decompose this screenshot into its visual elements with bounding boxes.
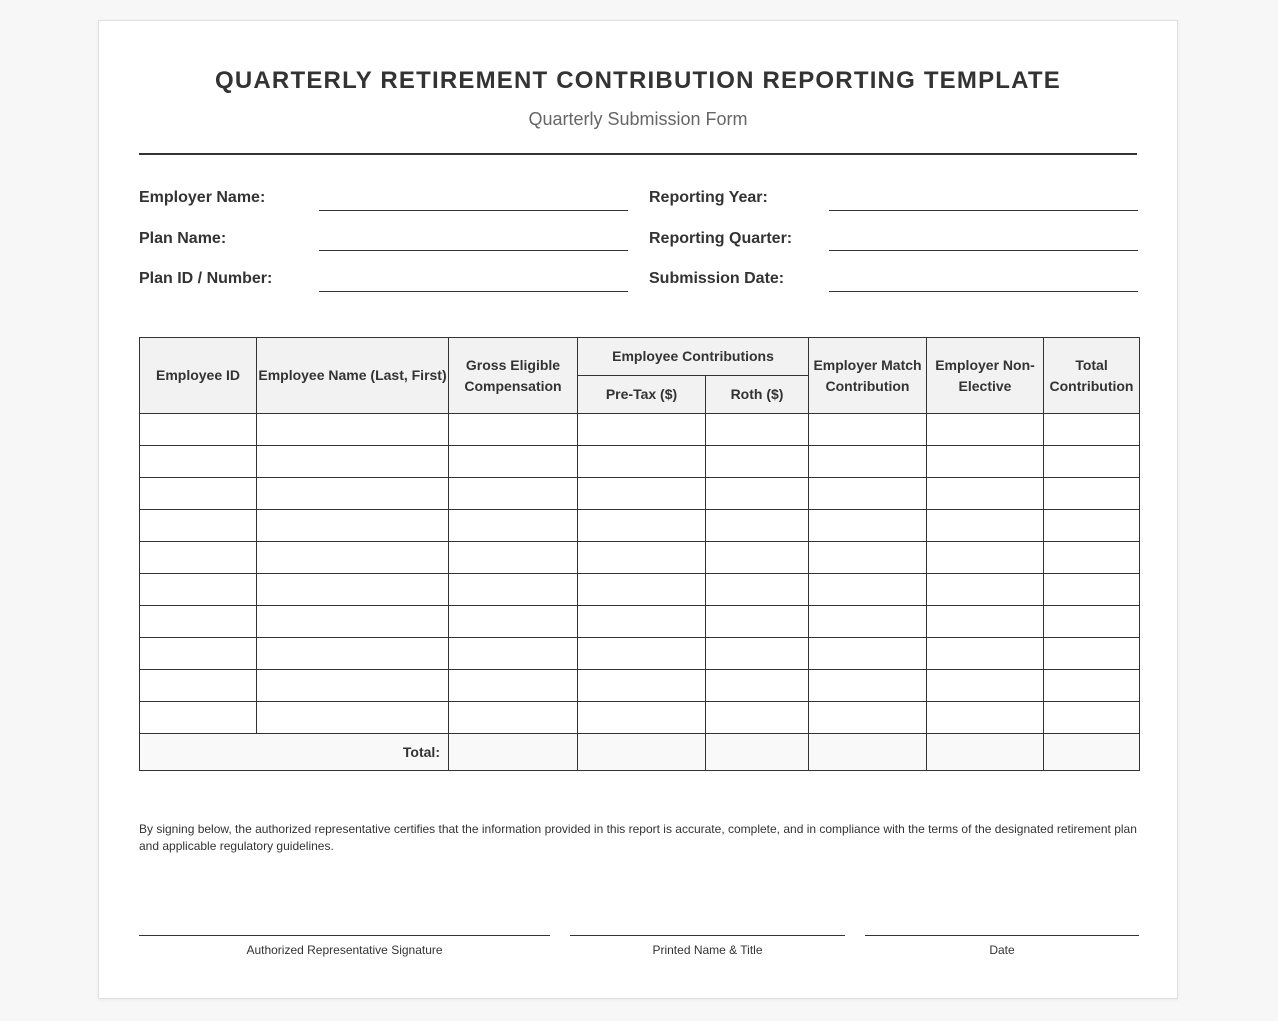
table-cell[interactable] [257, 542, 449, 574]
table-cell[interactable] [706, 638, 809, 670]
table-cell[interactable] [257, 446, 449, 478]
header-employer-match: Employer Match Contribution [809, 338, 927, 414]
header-total-contribution: Total Contribution [1044, 338, 1140, 414]
table-cell[interactable] [706, 702, 809, 734]
table-cell[interactable] [578, 446, 706, 478]
header-pretax: Pre-Tax ($) [578, 376, 706, 414]
table-cell[interactable] [140, 414, 257, 446]
table-cell[interactable] [140, 574, 257, 606]
table-cell[interactable] [706, 606, 809, 638]
table-cell[interactable] [140, 542, 257, 574]
table-cell[interactable] [257, 670, 449, 702]
table-cell[interactable] [927, 606, 1044, 638]
signature-label: Authorized Representative Signature [246, 943, 443, 957]
table-cell[interactable] [257, 606, 449, 638]
employer-name-label: Employer Name: [139, 189, 266, 206]
table-cell[interactable] [706, 446, 809, 478]
table-row [140, 478, 1140, 510]
printed-name-label: Printed Name & Title [652, 943, 763, 957]
table-row [140, 702, 1140, 734]
table-cell[interactable] [809, 574, 927, 606]
table-cell[interactable] [140, 478, 257, 510]
table-cell[interactable] [578, 670, 706, 702]
table-cell[interactable] [578, 638, 706, 670]
table-cell[interactable] [140, 702, 257, 734]
header-gross-compensation: Gross Eligible Compensation [449, 338, 578, 414]
table-cell[interactable] [257, 478, 449, 510]
table-cell[interactable] [927, 702, 1044, 734]
reporting-year-label: Reporting Year: [649, 189, 768, 206]
table-cell[interactable] [449, 510, 578, 542]
table-cell[interactable] [706, 670, 809, 702]
table-cell[interactable] [809, 478, 927, 510]
page-title: QUARTERLY RETIREMENT CONTRIBUTION REPORTING TEMPLATE [215, 67, 1061, 94]
table-cell[interactable] [809, 414, 927, 446]
table-cell[interactable] [140, 510, 257, 542]
table-cell[interactable] [578, 414, 706, 446]
table-cell[interactable] [1044, 446, 1140, 478]
plan-id-label: Plan ID / Number: [139, 270, 273, 287]
table-cell[interactable] [140, 446, 257, 478]
table-row [140, 542, 1140, 574]
total-employer-nonelective[interactable] [927, 734, 1044, 771]
table-row [140, 606, 1140, 638]
table-cell[interactable] [706, 574, 809, 606]
table-cell[interactable] [140, 638, 257, 670]
table-cell[interactable] [257, 702, 449, 734]
table-cell[interactable] [578, 510, 706, 542]
table-row [140, 414, 1140, 446]
header-employee-name: Employee Name (Last, First) [257, 338, 449, 414]
signature-line[interactable] [139, 935, 550, 936]
table-cell[interactable] [449, 542, 578, 574]
plan-name-field[interactable] [319, 250, 628, 251]
table-cell[interactable] [706, 510, 809, 542]
table-cell[interactable] [578, 478, 706, 510]
table-cell[interactable] [140, 606, 257, 638]
printed-name-line[interactable] [570, 935, 845, 936]
total-contribution[interactable] [1044, 734, 1140, 771]
date-label: Date [989, 943, 1015, 957]
date-line[interactable] [865, 935, 1139, 936]
table-cell[interactable] [1044, 542, 1140, 574]
table-row [140, 574, 1140, 606]
table-cell[interactable] [927, 574, 1044, 606]
table-cell[interactable] [257, 574, 449, 606]
table-cell[interactable] [449, 638, 578, 670]
table-cell[interactable] [927, 414, 1044, 446]
contribution-table [139, 337, 1140, 771]
table-cell[interactable] [927, 542, 1044, 574]
table-cell[interactable] [809, 446, 927, 478]
header-employer-nonelective: Employer Non-Elective [927, 338, 1044, 414]
total-roth[interactable] [706, 734, 809, 771]
table-cell[interactable] [1044, 638, 1140, 670]
plan-id-field[interactable] [319, 291, 628, 292]
total-employer-match[interactable] [809, 734, 927, 771]
table-cell[interactable] [809, 638, 927, 670]
table-cell[interactable] [449, 574, 578, 606]
form-page [98, 20, 1178, 999]
table-cell[interactable] [257, 414, 449, 446]
table-cell[interactable] [809, 542, 927, 574]
table-row [140, 510, 1140, 542]
table-cell[interactable] [927, 510, 1044, 542]
table-cell[interactable] [1044, 574, 1140, 606]
submission-date-label: Submission Date: [649, 270, 785, 287]
table-row [140, 446, 1140, 478]
header-employee-contributions: Employee Contributions [578, 338, 809, 376]
reporting-year-field[interactable] [829, 210, 1138, 211]
table-cell[interactable] [1044, 510, 1140, 542]
table-row [140, 670, 1140, 702]
table-cell[interactable] [449, 478, 578, 510]
total-label: Total: [140, 734, 449, 771]
certification-text: By signing below, the authorized representative certifies that the information provided in this report is accurate, complete, and in compliance with the terms of the designated retirement plan and applicable regulatory guidelines. [139, 822, 1137, 853]
table-cell[interactable] [578, 702, 706, 734]
total-pretax[interactable] [578, 734, 706, 771]
table-cell[interactable] [140, 670, 257, 702]
table-cell[interactable] [1044, 670, 1140, 702]
table-cell[interactable] [449, 670, 578, 702]
table-cell[interactable] [927, 670, 1044, 702]
table-cell[interactable] [706, 414, 809, 446]
employer-name-field[interactable] [319, 210, 628, 211]
table-cell[interactable] [257, 638, 449, 670]
header-employee-id: Employee ID [140, 338, 257, 414]
table-cell[interactable] [1044, 606, 1140, 638]
table-cell[interactable] [449, 446, 578, 478]
table-cell[interactable] [927, 478, 1044, 510]
reporting-quarter-label: Reporting Quarter: [649, 230, 793, 247]
table-cell[interactable] [706, 478, 809, 510]
table-cell[interactable] [1044, 414, 1140, 446]
plan-name-label: Plan Name: [139, 230, 227, 247]
table-cell[interactable] [578, 542, 706, 574]
table-cell[interactable] [449, 414, 578, 446]
table-row [140, 638, 1140, 670]
table-cell[interactable] [1044, 478, 1140, 510]
table-cell[interactable] [1044, 702, 1140, 734]
table-cell[interactable] [706, 542, 809, 574]
table-cell[interactable] [927, 446, 1044, 478]
table-cell[interactable] [449, 702, 578, 734]
table-cell[interactable] [257, 510, 449, 542]
table-cell[interactable] [927, 638, 1044, 670]
table-cell[interactable] [809, 510, 927, 542]
reporting-quarter-field[interactable] [829, 250, 1138, 251]
header-roth: Roth ($) [706, 376, 809, 414]
total-gross-compensation[interactable] [449, 734, 578, 771]
page-subtitle: Quarterly Submission Form [528, 109, 748, 129]
submission-date-field[interactable] [829, 291, 1138, 292]
table-cell[interactable] [578, 574, 706, 606]
table-cell[interactable] [809, 606, 927, 638]
table-cell[interactable] [449, 606, 578, 638]
table-cell[interactable] [809, 702, 927, 734]
header-divider [139, 153, 1137, 155]
table-cell[interactable] [578, 606, 706, 638]
total-row [140, 734, 1140, 771]
table-cell[interactable] [809, 670, 927, 702]
